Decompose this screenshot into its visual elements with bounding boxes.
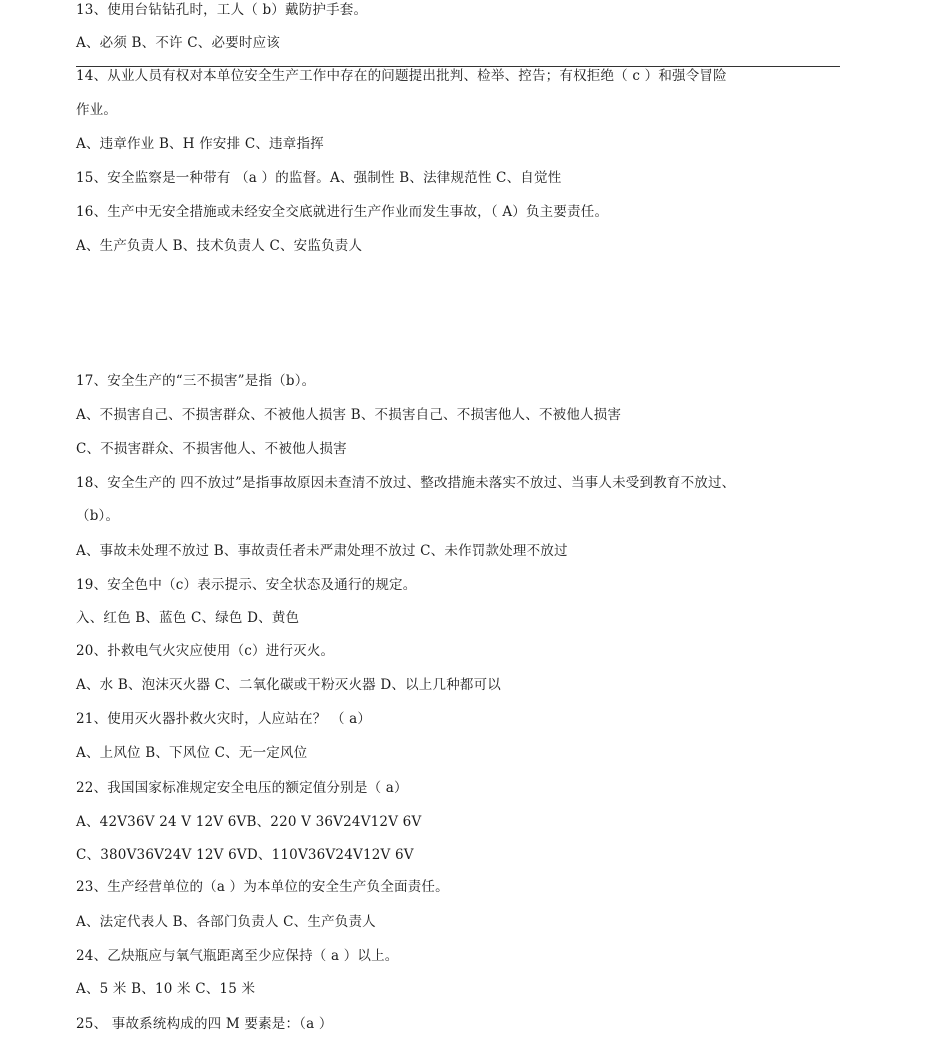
question-13: 13、使用台钻钻孔时，工人（ b）戴防护手套。	[76, 2, 368, 18]
question-16-options: A、生产负责人 B、技术负责人 C、安监负责人	[76, 238, 363, 254]
question-19-options: 入、红色 B、蓝色 C、绿色 D、黄色	[76, 610, 300, 626]
question-18-options: A、事故未处理不放过 B、事故责任者未严肃处理不放过 C、未作罚款处理不放过	[76, 543, 568, 559]
question-24-options: A、5 米 B、10 米 C、15 米	[76, 981, 256, 997]
question-18: 18、安全生产的 四不放过”是指事故原因未查清不放过、整改措施未落实不放过、当事人未受到教育不放过、	[76, 475, 736, 491]
question-25: 25、 事故系统构成的四 M 要素是：（a ）	[76, 1016, 333, 1032]
question-23-options: A、法定代表人 B、各部门负责人 C、生产负责人	[76, 914, 376, 930]
question-17-options-a: A、不损害自己、不损害群众、不被他人损害 B、不损害自己、不损害他人、不被他人损害	[76, 407, 622, 423]
question-22-options-a: A、42V36V 24 V 12V 6VB、220 V 36V24V12V 6V	[76, 814, 422, 830]
question-20: 20、扑救电气火灾应使用（c）进行灭火。	[76, 643, 335, 659]
question-17-options-c: C、不损害群众、不损害他人、不被他人损害	[76, 441, 347, 457]
question-22: 22、我国国家标准规定安全电压的额定值分别是（ a）	[76, 780, 408, 796]
question-13-options: A、必须 B、不许 C、必要时应该	[76, 35, 280, 51]
question-14-options: A、违章作业 B、H 作安排 C、违章指挥	[76, 136, 324, 152]
question-22-options-c: C、380V36V24V 12V 6VD、110V36V24V12V 6V	[76, 847, 414, 863]
question-14-cont: 作业。	[76, 102, 118, 118]
question-18-cont: （b）。	[76, 508, 120, 524]
question-24: 24、乙炔瓶应与氧气瓶距离至少应保持（ a ）以上。	[76, 948, 399, 964]
question-14: 14、从业人员有权对本单位安全生产工作中存在的问题提出批判、检举、控告；有权拒绝（ c ）和强令冒险	[76, 68, 727, 84]
question-21: 21、使用灭火器扑救火灾时，人应站在？ （ a）	[76, 711, 372, 727]
question-21-options: A、上风位 B、下风位 C、无一定风位	[76, 745, 308, 761]
question-20-options: A、水 B、泡沫灭火器 C、二氧化碳或干粉灭火器 D、以上几种都可以	[76, 677, 501, 693]
question-17: 17、安全生产的“三不损害”是指（b）。	[76, 373, 316, 389]
question-23: 23、生产经营单位的（a ）为本单位的安全生产负全面责任。	[76, 879, 449, 895]
question-19: 19、安全色中（c）表示提示、安全状态及通行的规定。	[76, 577, 417, 593]
question-15: 15、安全监察是一种带有 （a ）的监督。A、强制性 B、法律规范性 C、自觉性	[76, 170, 562, 186]
question-16: 16、生产中无安全措施或未经安全交底就进行生产作业而发生事故，（ A）负主要责任。	[76, 204, 609, 220]
